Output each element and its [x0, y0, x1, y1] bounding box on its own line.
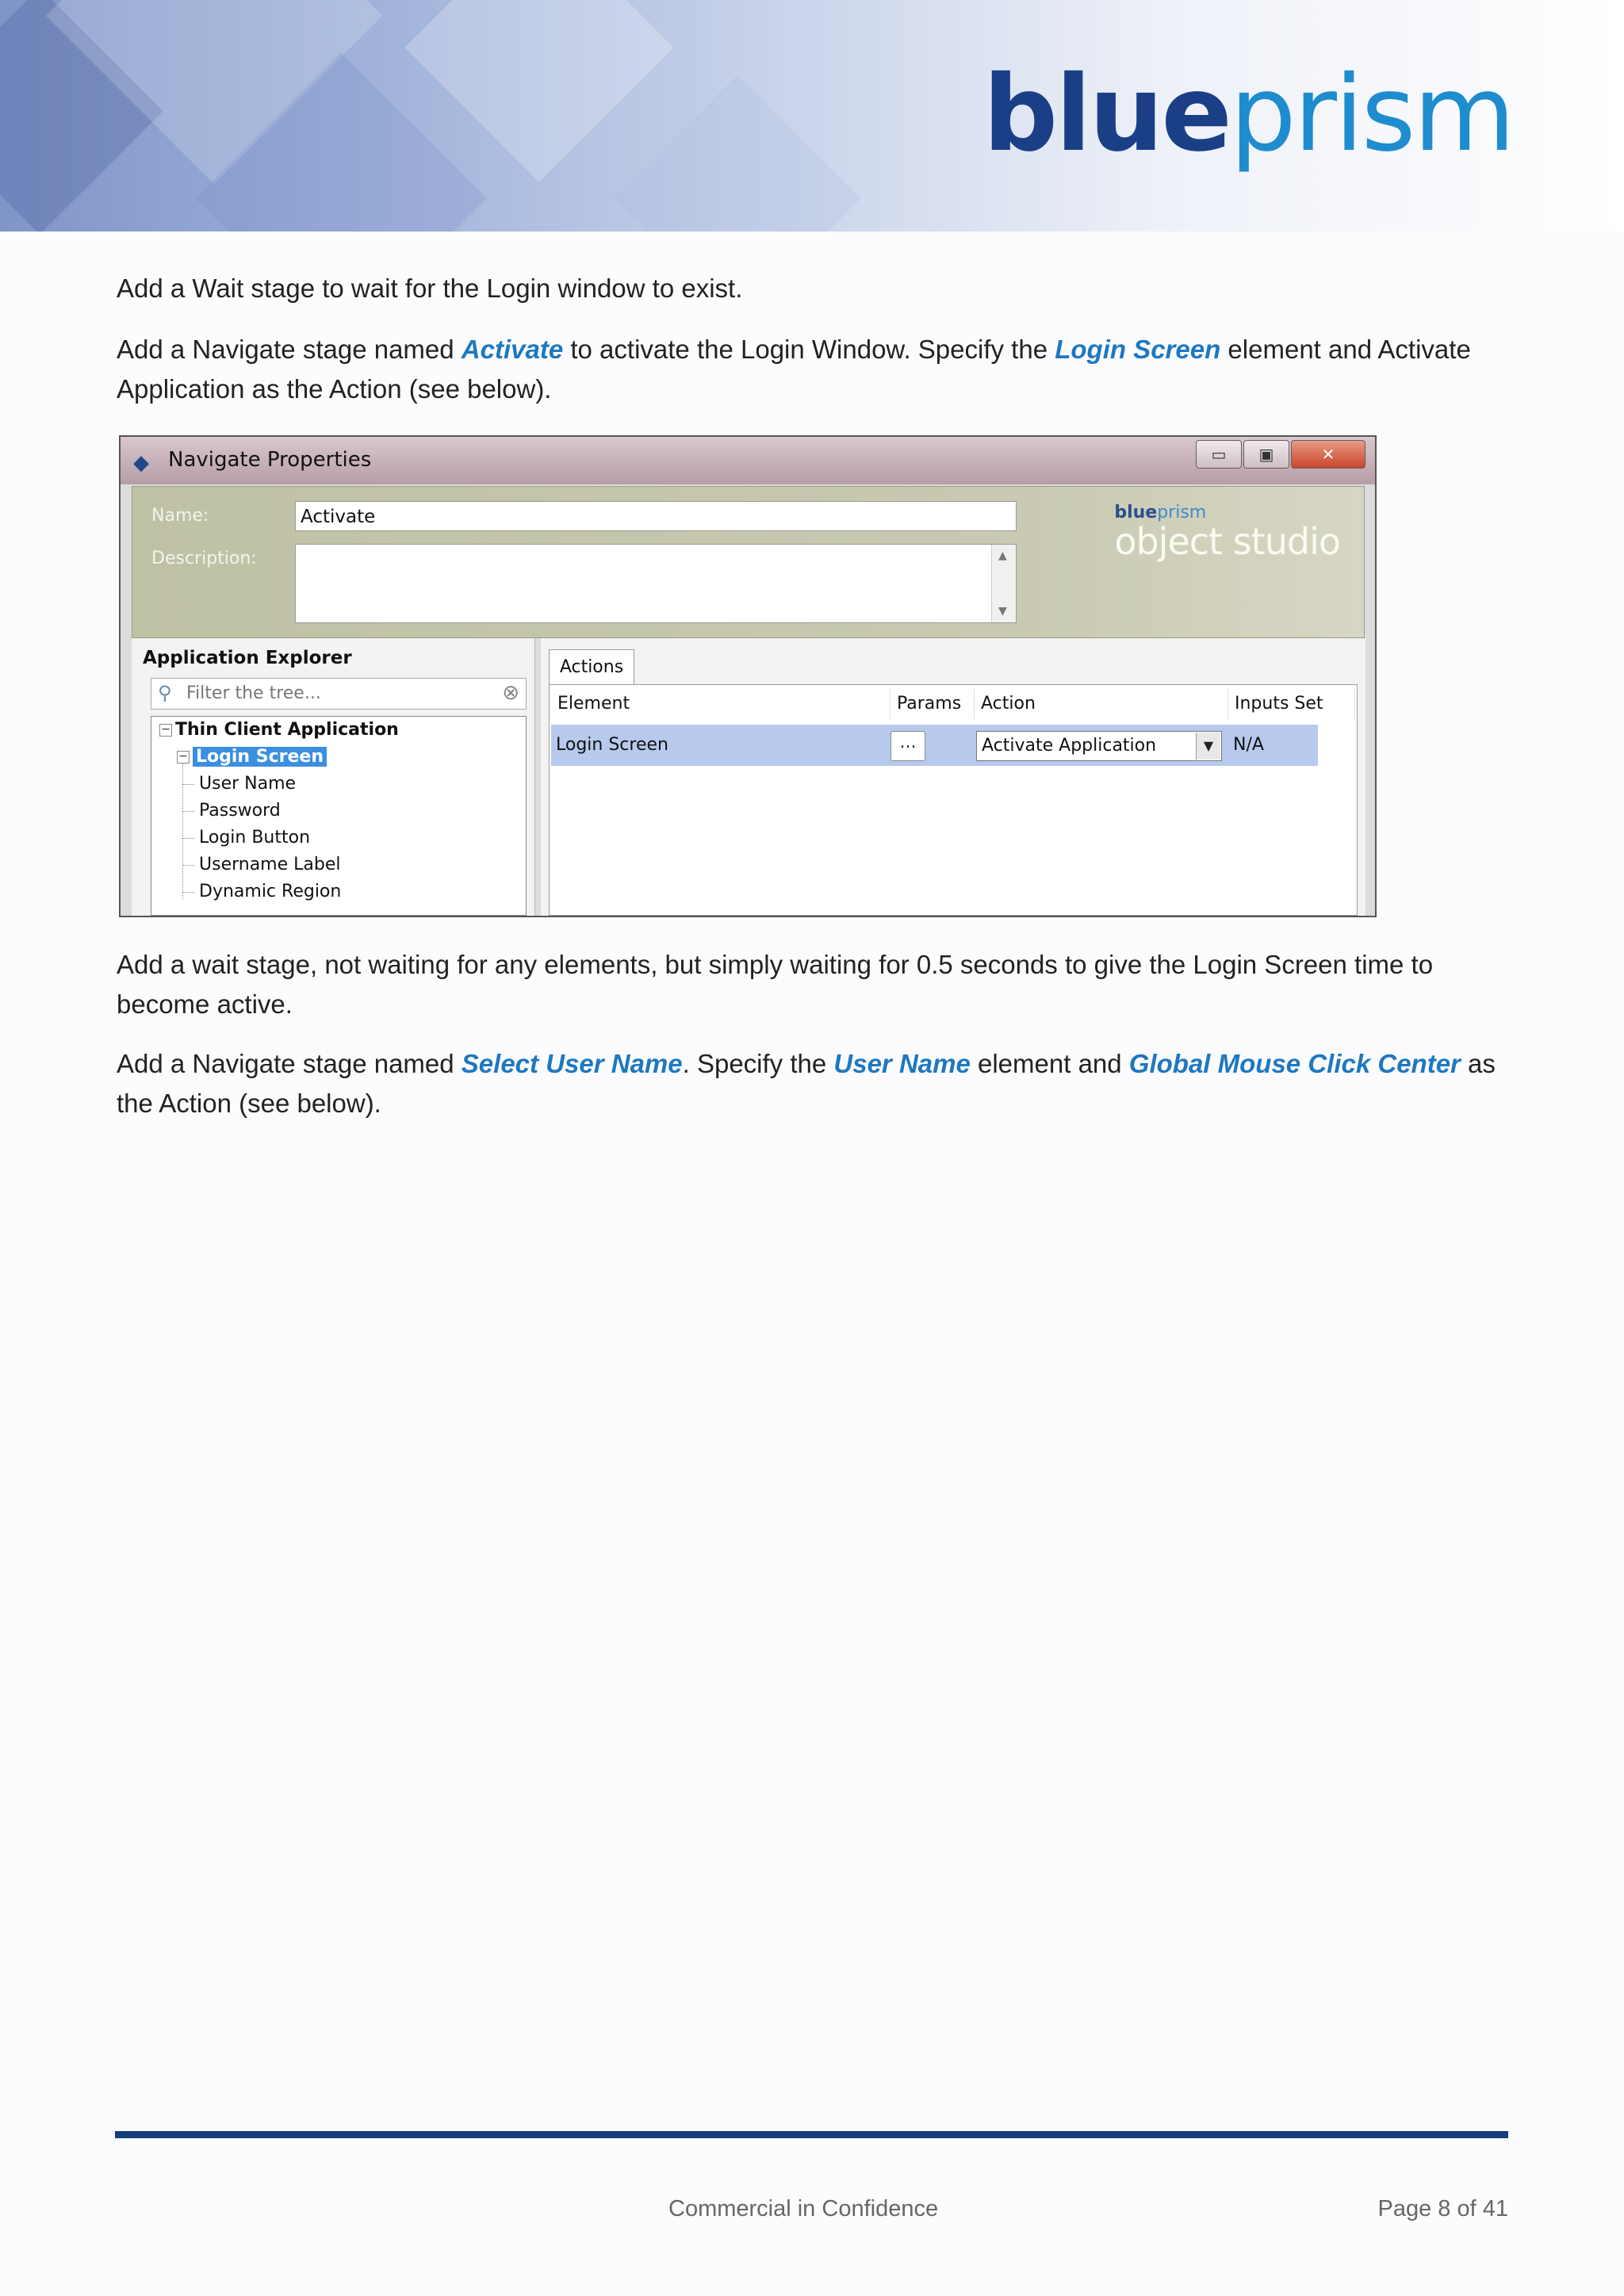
explorer-heading: Application Explorer	[143, 648, 352, 668]
paragraph-text: element and Activate Application as the Action (see below).	[117, 335, 1471, 404]
paragraph-wait-stage	[117, 269, 1512, 308]
paragraph-text: Add a Wait stage to wait for the Login window to exist.	[117, 274, 743, 303]
actions-grid	[549, 684, 1358, 916]
name-field[interactable]: Activate	[295, 501, 1017, 531]
column-header-element[interactable]: Element	[551, 688, 891, 720]
brand-object-studio: object studio	[1114, 520, 1340, 563]
logo-part-prism: prism	[1229, 53, 1513, 175]
search-icon: ⚲	[158, 682, 172, 704]
header-banner	[0, 0, 1624, 232]
object-studio-brand	[1114, 503, 1340, 561]
column-header-action[interactable]: Action	[975, 688, 1228, 720]
tab-actions[interactable]: Actions	[549, 649, 634, 685]
column-header-inputs-set[interactable]: Inputs Set	[1228, 688, 1355, 720]
paragraph-text: to activate the Login Window. Specify the	[563, 335, 1055, 364]
tree-node-login-button[interactable]	[183, 828, 310, 848]
tree-connector	[183, 865, 194, 866]
paragraph-text: element and	[970, 1049, 1129, 1078]
tree-node-label: Password	[199, 801, 281, 821]
action-dropdown[interactable]	[976, 731, 1222, 761]
highlight-activate: Activate	[461, 335, 564, 364]
table-row[interactable]	[551, 725, 1318, 766]
tree-node-user-name[interactable]	[183, 774, 296, 794]
tree-node-label: Login Button	[199, 828, 311, 848]
clear-filter-icon[interactable]: ⊗	[502, 681, 519, 705]
column-header-params[interactable]: Params	[891, 688, 975, 720]
application-explorer	[132, 638, 535, 916]
footer-rule	[115, 2131, 1508, 2138]
window-controls	[1194, 440, 1365, 469]
collapse-icon[interactable]: −	[177, 751, 190, 763]
actions-panel	[541, 638, 1365, 916]
logo-part-blue: blue	[982, 53, 1230, 175]
tree-node-label: Thin Client Application	[175, 720, 399, 740]
highlight-user-name: User Name	[833, 1049, 971, 1078]
tree-node-label: Dynamic Region	[199, 882, 342, 901]
cell-element[interactable]: Login Screen	[556, 735, 668, 755]
blueprism-logo	[982, 53, 1513, 175]
banner-facet	[614, 75, 860, 232]
cell-inputs-set: N/A	[1233, 735, 1264, 755]
highlight-select-user-name: Select User Name	[461, 1049, 683, 1078]
minimize-button[interactable]: ▭	[1196, 440, 1242, 469]
highlight-login-screen: Login Screen	[1055, 335, 1221, 364]
tree-node-label-selected: Login Screen	[193, 747, 327, 767]
navigate-properties-screenshot	[119, 435, 1377, 917]
application-tree	[151, 716, 527, 916]
tree-filter-input[interactable]	[151, 678, 527, 710]
params-button[interactable]: ...	[891, 731, 925, 761]
tree-node-login-screen[interactable]	[177, 747, 327, 767]
action-dropdown-value: Activate Application	[982, 736, 1157, 756]
tree-node-password[interactable]	[183, 801, 281, 821]
highlight-global-mouse-click: Global Mouse Click Center	[1128, 1049, 1461, 1078]
filter-placeholder: Filter the tree...	[186, 683, 321, 703]
description-field[interactable]	[295, 544, 1017, 623]
dialog-titlebar	[121, 437, 1375, 484]
tree-connector	[183, 838, 194, 839]
tree-node-label: User Name	[199, 774, 297, 794]
scroll-up-icon[interactable]: ▲	[998, 549, 1007, 562]
description-scrollbar[interactable]	[991, 545, 1016, 622]
paragraph-text: as the Action (see below).	[117, 1049, 1496, 1118]
stage-properties-panel	[132, 486, 1365, 638]
page-number: Page 8 of 41	[1377, 2196, 1508, 2221]
tree-connector	[183, 811, 194, 812]
collapse-icon[interactable]: −	[159, 724, 172, 737]
tree-node-dynamic-region[interactable]	[183, 882, 341, 901]
paragraph-text: Add a Navigate stage named	[117, 335, 462, 364]
paragraph-navigate-activate	[117, 330, 1512, 409]
tree-connector	[183, 892, 194, 893]
paragraph-text: Add a Navigate stage named	[117, 1049, 462, 1078]
description-label: Description:	[151, 549, 257, 568]
paragraph-text: . Specify the	[682, 1049, 834, 1078]
maximize-button[interactable]: ▣	[1243, 440, 1289, 469]
paragraph-navigate-select-user	[117, 1044, 1512, 1123]
tree-node-username-label[interactable]	[183, 855, 341, 874]
paragraph-text: Add a wait stage, not waiting for any elements, but simply waiting for 0.5 seconds to give the Login Screen time to become active.	[117, 950, 1434, 1019]
tree-connector	[183, 784, 194, 785]
tree-node-label: Username Label	[199, 855, 341, 874]
paragraph-wait-half-second	[117, 945, 1512, 1024]
footer-confidentiality: Commercial in Confidence	[668, 2196, 939, 2221]
close-button[interactable]: ✕	[1291, 440, 1365, 469]
brand-small-prism: prism	[1157, 503, 1207, 522]
navigate-stage-icon: ◆	[133, 451, 149, 475]
brand-small-blue: blue	[1114, 503, 1158, 522]
banner-facet	[404, 0, 673, 182]
chevron-down-icon[interactable]: ▼	[1196, 733, 1220, 760]
scroll-down-icon[interactable]: ▼	[998, 605, 1007, 618]
tree-node-root[interactable]	[159, 720, 399, 740]
name-label: Name:	[151, 506, 209, 526]
dialog-title: Navigate Properties	[168, 448, 372, 472]
